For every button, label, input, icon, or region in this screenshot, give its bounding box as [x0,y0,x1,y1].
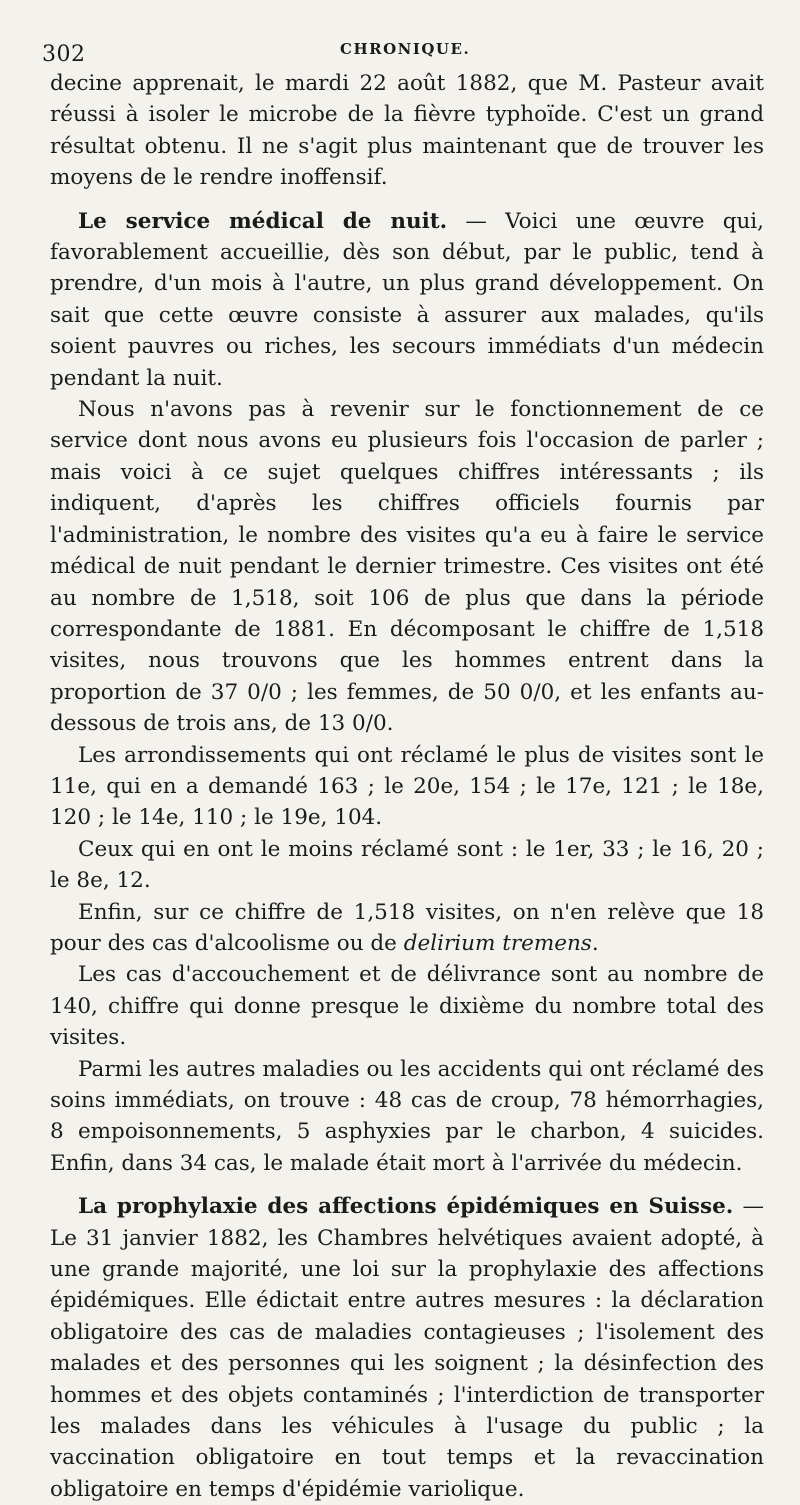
body-text [50,68,764,1505]
paragraph-accouchement: Les cas d'accouchement et de délivrance sont au nombre de 140, chiffre qui donne presque le dixième du nombre total des visites. [50,962,764,1051]
paragraph-statistics: Nous n'avons pas à revenir sur le fonctionnement de ce service dont nous avons eu plusieurs fois l'occasion de parler ; mais voici à ce sujet quelques chiffres intéressants ; ils indiquent, d'après les chiffres officiels fournis par l'administration, le nombre des visites qu'a eu à faire le service médical de nuit pendant le dernier trimestre. Ces visites ont été au nombre de 1,518, soit 106 de plus que dans la période correspondante de 1881. En décomposant le chiffre de 1,518 visites, nous trouvons que les hommes entrent dans la proportion de 37 0/0 ; les femmes, de 50 0/0, et les enfants au-dessous de trois ans, de 13 0/0. [50,397,764,737]
section-heading-service-medical: Le service médical de nuit. [78,208,448,234]
paragraph-text: Enfin, sur ce chiffre de 1,518 visites, on n'en relève que 18 pour des cas d'alcoolisme ou de [50,899,764,956]
paragraph-autres-maladies: Parmi les autres maladies ou les accidents qui ont réclamé des soins immédiats, on trouve : 48 cas de croup, 78 hémorrhagies, 8 empoisonnements, 5 asphyxies par le charbon, 4 suicides. Enfin, dans 34 cas, le malade était mort à l'arrivée du médecin. [50,1056,764,1176]
paragraph-prophylaxie [50,1191,764,1505]
paragraph-alcoolisme [50,897,764,960]
paragraph-text-end: . [591,930,599,956]
italic-term: delirium tremens [403,930,592,956]
paragraph-text: — Voici une œuvre qui, favorablement accueillie, dès son début, par le public, tend à prendre, d'un mois à l'autre, un plus grand développement. On sait que cette œuvre consiste à assurer aux malades, qu'ils soient pauvres ou riches, les secours immédiats d'un médecin pendant la nuit. [50,208,765,391]
paragraph-service-medical [50,206,764,394]
paragraph-arrondissements-most: Les arrondissements qui ont réclamé le plus de visites sont le 11e, qui en a demandé 163 ; le 20e, 154 ; le 17e, 121 ; le 18e, 120 ; le 14e, 110 ; le 19e, 104. [50,742,764,831]
section-heading-prophylaxie: La prophylaxie des affections épidémiques en Suisse. [78,1194,734,1220]
running-header [42,30,764,68]
running-title: CHRONIQUE. [340,40,471,58]
paragraph-arrondissements-least: Ceux qui en ont le moins réclamé sont : le 1er, 33 ; le 16, 20 ; le 8e, 12. [50,836,764,894]
paragraph-text: — Le 31 janvier 1882, les Chambres helvétiques avaient adopté, à une grande majorité, une loi sur la prophylaxie des affections épidémiques. Elle édictait entre autres mesures : la déclaration obligatoire des cas de maladies contagieuses ; l'isolement des malades et des personnes qui les soignent ; la désinfection des hommes et des objets contaminés ; l'interdiction de transporter les malades dans les véhicules à l'usage du public ; la vaccination obligatoire en tout temps et la revaccination obligatoire en temps d'épidémie variolique. [50,1194,764,1502]
page-number: 302 [42,42,86,67]
paragraph-continuation: decine apprenait, le mardi 22 août 1882, que M. Pasteur avait réussi à isoler le microbe de la fièvre typhoïde. C'est un grand résultat obtenu. Il ne s'agit plus maintenant que de trouver les moyens de le rendre inoffensif. [50,71,764,191]
